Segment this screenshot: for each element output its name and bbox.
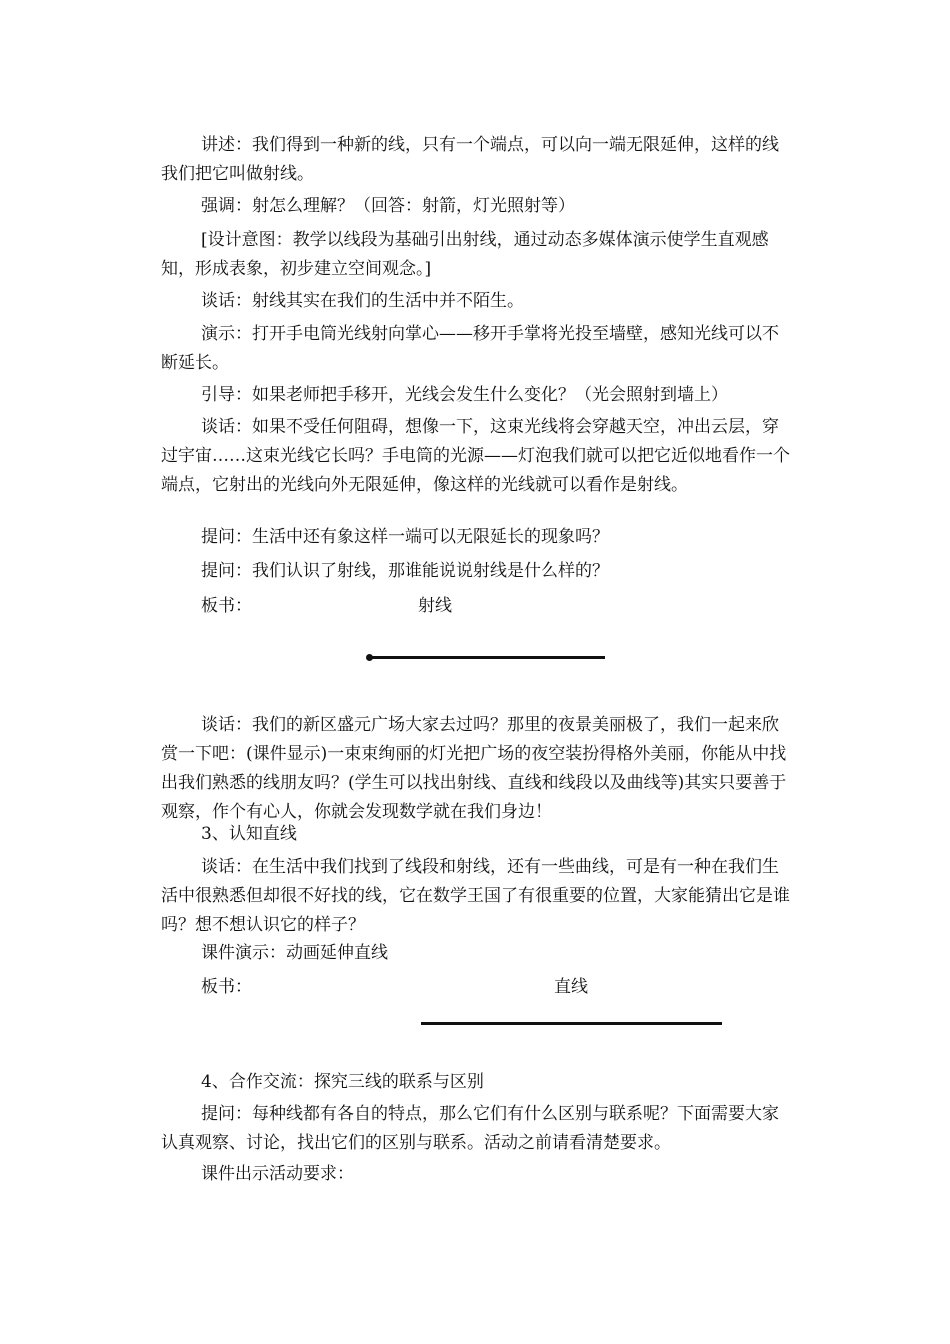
ray-line xyxy=(369,656,605,659)
paragraph-talk-plaza: 谈话：我们的新区盛元广场大家去过吗？那里的夜景美丽极了，我们一起来欣赏一下吧：(课件显示)一束束绚丽的灯光把广场的夜空装扮得格外美丽，你能从中找出我们熟悉的线朋友吗？(学生可以找出射线、直线和线段以及曲线等)其实只要善于观察，作个有心人，你就会发现数学就在我们身边！ xyxy=(161,715,787,822)
board-title-ray: 射线 xyxy=(418,596,452,616)
section-heading-cooperate: 4、合作交流：探究三线的联系与区别 xyxy=(201,1072,484,1092)
board-title-line: 直线 xyxy=(554,977,588,997)
paragraph-explain-ray: 讲述：我们得到一种新的线，只有一个端点，可以向一端无限延伸，这样的线我们把它叫做射线。 xyxy=(161,135,779,184)
paragraph-talk-ray-life: 谈话：射线其实在我们的生活中并不陌生。 xyxy=(201,291,524,311)
paragraph-question-life: 提问：生活中还有象这样一端可以无限延长的现象吗？ xyxy=(201,527,609,547)
board-prefix-ray: 板书： xyxy=(201,596,252,616)
paragraph-question-difference: 提问：每种线都有各自的特点，那么它们有什么区别与联系呢？下面需要大家认真观察、讨论，找出它们的区别与联系。活动之前请看清楚要求。 xyxy=(161,1104,779,1153)
paragraph-design-intent: [设计意图：教学以线段为基础引出射线，通过动态多媒体演示使学生直观感知，形成表象，初步建立空间观念。] xyxy=(161,230,769,279)
paragraph-talk-light-beam: 谈话：如果不受任何阻碍，想像一下，这束光线将会穿越天空，冲出云层，穿过宇宙……这束光线它长吗？手电筒的光源——灯泡我们就可以把它近似地看作一个端点，它射出的光线向外无限延伸，像这样的光线就可以看作是射线。 xyxy=(161,417,790,495)
paragraph-question-ray: 提问：我们认识了射线，那谁能说说射线是什么样的？ xyxy=(201,561,609,581)
section-heading-line: 3、认知直线 xyxy=(201,824,297,844)
straight-line-figure xyxy=(421,1022,722,1025)
paragraph-emphasis: 强调：射怎么理解？（回答：射箭，灯光照射等） xyxy=(201,196,575,216)
paragraph-courseware-demo: 课件演示：动画延伸直线 xyxy=(201,943,388,963)
paragraph-guide: 引导：如果老师把手移开，光线会发生什么变化？（光会照射到墙上） xyxy=(201,385,728,405)
paragraph-talk-line: 谈话：在生活中我们找到了线段和射线，还有一些曲线，可是有一种在我们生活中很熟悉但却很不好找的线，它在数学王国了有很重要的位置，大家能猜出它是谁吗？想不想认识它的样子？ xyxy=(161,857,790,935)
paragraph-activity-requirements: 课件出示活动要求： xyxy=(201,1164,354,1184)
paragraph-demo-flashlight: 演示：打开手电筒光线射向掌心——移开手掌将光投至墙壁，感知光线可以不断延长。 xyxy=(161,324,779,373)
board-prefix-line: 板书： xyxy=(201,977,252,997)
